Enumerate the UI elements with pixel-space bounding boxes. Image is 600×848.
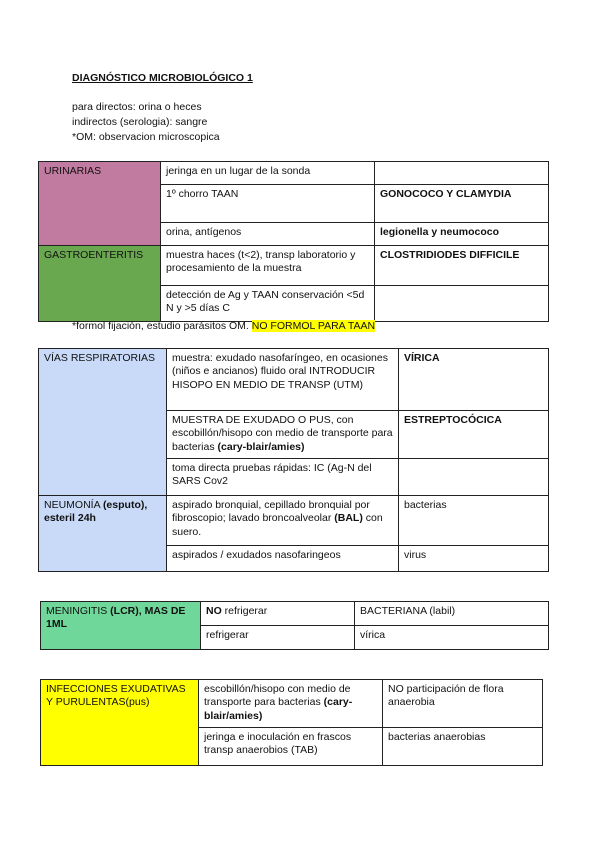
- page-title: DIAGNÓSTICO MICROBIOLÓGICO 1: [72, 72, 253, 84]
- table-cell: legionella y neumococo: [375, 223, 549, 246]
- table-cell: jeringa e inoculación en frascos transp anaerobios (TAB): [199, 728, 383, 766]
- table-row: [39, 496, 549, 546]
- urinarias-cell: URINARIAS: [39, 162, 161, 246]
- table-cell: muestra haces (t<2), transp laboratorio y procesamiento de la muestra: [161, 246, 375, 286]
- table-cell: vírica: [355, 626, 549, 650]
- table-cell: [199, 680, 383, 728]
- cell-text-bold: (esputo),: [102, 499, 148, 511]
- meningitis-cell: [41, 602, 201, 650]
- cell-text: refrigerar: [221, 605, 268, 617]
- table-cell: muestra: exudado nasofaríngeo, en ocasiones (niños e ancianos) fluido oral INTRODUCIR HISOPO EN MEDIO DE TRANSP (UTM): [167, 349, 399, 411]
- intro-block: [72, 101, 220, 146]
- table-row: [39, 349, 549, 411]
- table-row: [39, 246, 549, 286]
- cell-text-bold: (cary-blair/amies): [204, 696, 353, 722]
- table-row: [41, 602, 549, 626]
- cell-text: MENINGITIS: [46, 605, 111, 617]
- cell-text-bold: NO: [206, 605, 222, 617]
- table-meningitis: [40, 601, 549, 650]
- cell-text-bold: (BAL): [334, 512, 363, 525]
- table-cell: virus: [399, 546, 549, 572]
- cell-text: aspirado bronquial, cepillado bronquial por fibroscopio; lavado broncoalveolar: [172, 499, 370, 525]
- table-infecciones: [40, 679, 543, 766]
- table-urinarias-gastro: [38, 161, 549, 322]
- table-cell: ESTREPTOCÓCICA: [399, 411, 549, 459]
- cell-text: escobillón/hisopo con medio de transporte para bacterias: [204, 683, 351, 709]
- table-cell: refrigerar: [201, 626, 355, 650]
- formol-note: [72, 320, 375, 333]
- table-cell: [375, 286, 549, 322]
- cell-text-bold: esteril 24h: [44, 512, 96, 525]
- table-cell: NO participación de flora anaerobia: [383, 680, 543, 728]
- table-cell: [201, 602, 355, 626]
- table-respiratorias: [38, 348, 549, 572]
- table-cell: CLOSTRIDIODES DIFFICILE: [375, 246, 549, 286]
- table-cell: orina, antígenos: [161, 223, 375, 246]
- table-cell: detección de Ag y TAAN conservación <5d N y >5 días C: [161, 286, 375, 322]
- table-cell: aspirados / exudados nasofaringeos: [167, 546, 399, 572]
- table-cell: [375, 162, 549, 185]
- infecciones-cell: INFECCIONES EXUDATIVAS Y PURULENTAS(pus): [41, 680, 199, 766]
- table-cell: bacterias anaerobias: [383, 728, 543, 766]
- cell-text: MUESTRA DE EXUDADO O PUS, con escobillón/hisopo con medio de transporte para bacterias: [172, 414, 393, 453]
- note-text: *formol fijación, estudio parásitos OM.: [72, 320, 252, 332]
- intro-line: *OM: observacion microscopica: [72, 131, 220, 143]
- table-row: [39, 162, 549, 185]
- cell-text-bold: (LCR), MAS DE 1ML: [46, 605, 186, 631]
- vias-respiratorias-cell: VÍAS RESPIRATORIAS: [39, 349, 167, 496]
- table-row: [41, 680, 543, 728]
- intro-line: indirectos (serologia): sangre: [72, 116, 208, 128]
- table-cell: [399, 459, 549, 496]
- table-cell: [167, 496, 399, 546]
- table-cell: 1º chorro TAAN: [161, 185, 375, 223]
- cell-text: NEUMONÍA: [44, 499, 103, 511]
- neumonia-cell: [39, 496, 167, 572]
- table-cell: GONOCOCO Y CLAMYDIA: [375, 185, 549, 223]
- table-cell: VÍRICA: [399, 349, 549, 411]
- table-cell: [167, 411, 399, 459]
- intro-line: para directos: orina o heces: [72, 101, 202, 113]
- table-cell: BACTERIANA (labil): [355, 602, 549, 626]
- table-cell: toma directa pruebas rápidas: IC (Ag-N del SARS Cov2: [167, 459, 399, 496]
- gastro-cell: GASTROENTERITIS: [39, 246, 161, 322]
- cell-text: con suero.: [172, 512, 383, 538]
- table-cell: jeringa en un lugar de la sonda: [161, 162, 375, 185]
- note-highlight: NO FORMOL PARA TAAN: [251, 320, 376, 332]
- cell-text-bold: (cary-blair/amies): [217, 440, 305, 453]
- table-cell: bacterias: [399, 496, 549, 546]
